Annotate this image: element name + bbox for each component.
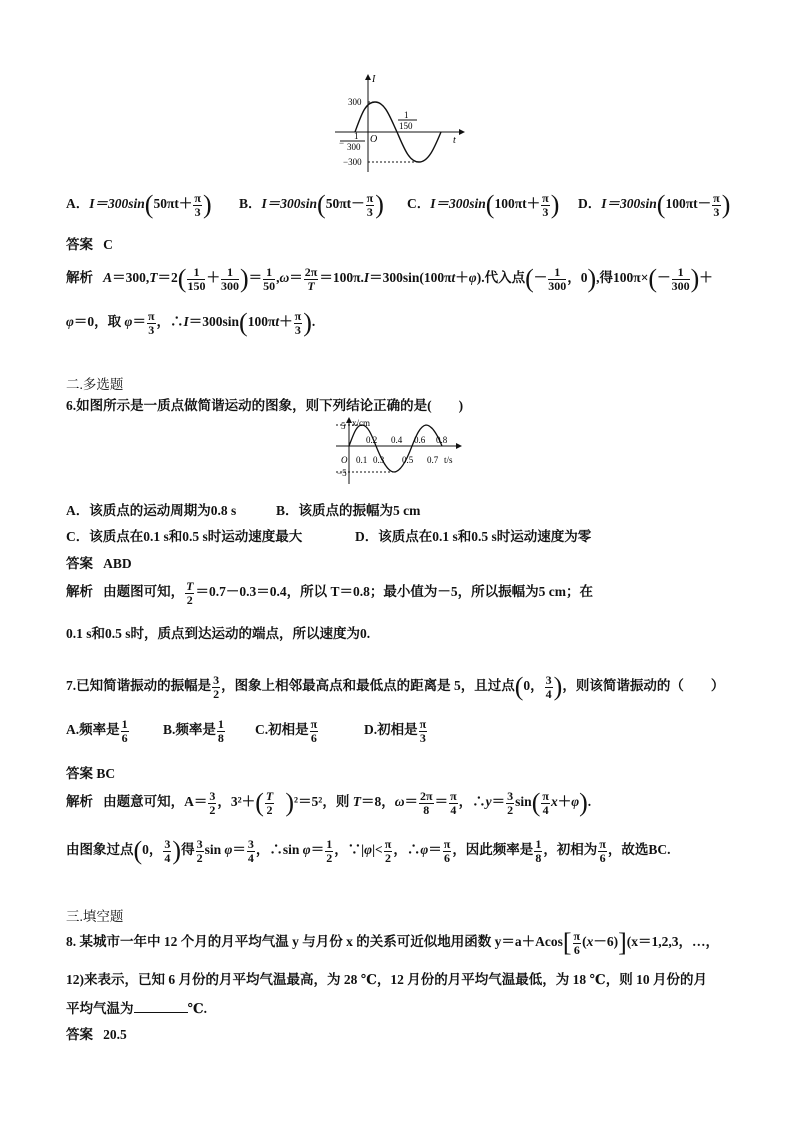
- option-body: 100πt＋: [494, 196, 541, 212]
- analysis-label: 解析: [66, 794, 93, 810]
- origin-label: O: [370, 134, 378, 145]
- q6-option-c[interactable]: C．该质点在0.1 s和0.5 s时运动速度最大: [66, 529, 303, 544]
- option-body: 50πt＋: [153, 196, 193, 212]
- option-text: D.初相是: [364, 722, 418, 738]
- frac-num: π: [542, 191, 549, 205]
- analysis-text: ，3²＋: [217, 794, 256, 810]
- q8-line3: [66, 997, 207, 1017]
- stem-text: 7.已知简谐振动的振幅是: [66, 678, 212, 694]
- axis-label-x-cm: x/cm: [352, 418, 370, 428]
- q7-option-d[interactable]: D.初相是 $\frac{\pi}{3}$: [364, 717, 427, 745]
- axis-label-i: I: [372, 74, 376, 85]
- tick-label-neg5: −5: [337, 468, 347, 478]
- option-text: B.频率是: [163, 722, 216, 738]
- q8-answer: [66, 1023, 127, 1043]
- q8-text: 8. 某城市一年中 12 个月的月平均气温 y 与月份 x 的关系可近似地用函数 y＝a＋Acos: [66, 934, 563, 950]
- option-letter: A．: [66, 196, 90, 212]
- option-body: 50πt－: [325, 196, 365, 212]
- analysis-text: 由题意可知，A＝: [103, 794, 208, 810]
- q6-answer: [66, 552, 132, 572]
- option-text: C.初相是: [255, 722, 309, 738]
- q7-stem: 7.已知简谐振动的振幅是 $\frac{3}{2}$ ，图象上相邻最高点和最低点的距离是 5，且过点(0， $\frac{3}{4}$ )，则该简谐振动的（ ）: [66, 672, 725, 702]
- q8-text: 平均气温为: [66, 1001, 134, 1016]
- q6-analysis-line1: 解析 由题图可知， $\frac{T}{2}$ ＝0.7－0.3＝0.4，所以 T＝0.8；最小值为－5，所以振幅为5 cm；在: [66, 579, 593, 607]
- axis-label-t: t: [453, 135, 456, 146]
- analysis-label: 解析: [66, 584, 93, 600]
- q8-text: (x＝1,2,3，…，: [626, 934, 720, 950]
- option-pre: I＝300sin: [261, 196, 318, 212]
- frac-num: π: [194, 191, 201, 205]
- q7-answer: [66, 762, 115, 782]
- frac-den: 3: [366, 204, 373, 219]
- tick-0-3: 0.3: [373, 455, 385, 465]
- tick-1-150-den: 150: [399, 121, 413, 131]
- axis-label-t-s: t/s: [444, 455, 453, 465]
- tick-label-neg300: −300: [343, 157, 362, 167]
- tick-0-1: 0.1: [356, 455, 368, 465]
- q5-option-c[interactable]: C．I＝300sin(100πt＋ $\frac{\pi}{3}$ ): [407, 190, 560, 220]
- tick-0-7: 0.7: [427, 455, 439, 465]
- q8-text: ℃.: [187, 1001, 208, 1016]
- option-letter: D．: [578, 196, 602, 212]
- q5-analysis-line1: 解析 A＝300,T＝2( $\frac{1}{150}$ ＋ $\frac{1}{300}$ )＝ $\frac{1}{50}$ ,ω＝ $\frac{2\pi}{T}$ ＝100π.I＝300sin(100πt＋φ).代入点(－ $\frac{1}{300}$ ，0),得100π×(－ $\frac{1}{300}$ )＋: [66, 264, 713, 294]
- q7-option-b[interactable]: B.频率是 $\frac{1}{8}$: [163, 717, 224, 745]
- frac-num: π: [713, 191, 720, 205]
- frac-den: 3: [713, 204, 720, 219]
- option-letter: B．: [239, 196, 262, 212]
- tick-0-8: 0.8: [436, 435, 448, 445]
- answer-value: 20.5: [103, 1027, 127, 1042]
- tick-0-6: 0.6: [414, 435, 426, 445]
- section-heading-multi-choice: 二.多选题: [66, 377, 124, 392]
- q7-analysis-line2: 由图象过点(0， $\frac{3}{4}$ )得 $\frac{3}{2}$ sin φ＝ $\frac{3}{4}$ ，∴sin φ＝ $\frac{1}{2}$ ，∵|φ|< $\frac{\pi}{2}$ ，∴φ＝ $\frac{\pi}{6}$ ，因此频率是 $\frac{1}{8}$ ，初相为 $\frac{\pi}{6}$ ，故选BC.: [66, 836, 671, 866]
- option-pre: I＝300sin: [601, 196, 657, 212]
- option-text: A.频率是: [66, 722, 120, 738]
- tick-1-300-minus: −: [339, 138, 345, 148]
- sine-current-graph: [335, 72, 465, 174]
- option-body: 100πt－: [665, 196, 712, 212]
- tick-label-5: 5: [341, 421, 346, 431]
- analysis-text: 由图象过点: [66, 842, 134, 858]
- q8-line1: 8. 某城市一年中 12 个月的月平均气温 y 与月份 x 的关系可近似地用函数 y＝a＋Acos[ $\frac{\pi}{6}$ (x－6)](x＝1,2,3，…，: [66, 928, 720, 958]
- q7-option-c[interactable]: C.初相是 $\frac{\pi}{6}$: [255, 717, 318, 745]
- tick-0-5: 0.5: [402, 455, 414, 465]
- section-heading-fill-blank: 三.填空题: [66, 909, 124, 924]
- option-pre: I＝300sin: [430, 196, 486, 212]
- frac-den: 3: [542, 204, 549, 219]
- analysis-text: 由题图可知，: [103, 584, 185, 600]
- tick-1-300-num: 1: [354, 131, 359, 141]
- q6-analysis-line2: 0.1 s和0.5 s时，质点到达运动的端点，所以速度为0.: [66, 626, 371, 641]
- answer-value: ABD: [103, 556, 132, 571]
- q7-analysis-line1: 解析 由题意可知，A＝ $\frac{3}{2}$ ，3²＋( $\frac{T}{2}$ )²＝5²，则 T＝8，ω＝ $\frac{2\pi}{8}$ ＝ $\frac{\pi}{4}$ ，∴y＝ $\frac{3}{2}$ sin( $\frac{\pi}{4}$ x＋φ).: [66, 788, 592, 818]
- q7-option-a[interactable]: A.频率是 $\frac{1}{6}$: [66, 717, 128, 745]
- analysis-label: 解析: [66, 270, 93, 286]
- answer-blank[interactable]: [134, 1012, 188, 1013]
- q5-analysis-line2: φ＝0，取 φ＝ $\frac{\pi}{3}$ ，∴I＝300sin(100πt＋ $\frac{\pi}{3}$ ).: [66, 308, 316, 338]
- frac-den: 3: [194, 204, 201, 219]
- q5-answer: [66, 233, 113, 253]
- answer-label: 答案: [66, 1027, 93, 1042]
- q6-option-a[interactable]: A．该质点的运动周期为0.8 s: [66, 503, 237, 518]
- analysis-text: 故选BC.: [621, 842, 671, 858]
- option-pre: I＝300sin: [89, 196, 145, 212]
- stem-text: ，图象上相邻最高点和最低点的距离是 5，且过点: [221, 678, 515, 694]
- frac-num: π: [366, 191, 374, 205]
- tick-0-4: 0.4: [391, 435, 403, 445]
- option-letter: C．: [407, 196, 431, 212]
- answer-label: 答案: [66, 556, 93, 571]
- tick-1-300-den: 300: [347, 142, 361, 152]
- q6-stem: 6.如图所示是一质点做简谐运动的图象，则下列结论正确的是( ): [66, 398, 464, 413]
- q5-option-d[interactable]: D．I＝300sin(100πt－ $\frac{\pi}{3}$ ): [578, 190, 731, 220]
- analysis-text: ＝0.7－0.3＝0.4，所以 T＝0.8；最小值为－5，所以振幅为5 cm；在: [195, 584, 593, 600]
- answer-value: BC: [96, 766, 116, 781]
- answer-label: 答案: [66, 766, 93, 781]
- stem-text: ，则该简谐振动的（ ）: [562, 678, 725, 694]
- tick-label-300: 300: [348, 97, 362, 107]
- tick-1-150-num: 1: [404, 110, 409, 120]
- q6-option-b[interactable]: B．该质点的振幅为5 cm: [276, 503, 421, 518]
- q5-option-a[interactable]: A．I＝300sin(50πt＋ $\frac{\pi}{3}$ ): [66, 190, 212, 220]
- origin-label: O: [341, 455, 348, 465]
- q5-option-b[interactable]: B．I＝300sin(50πt－ $\frac{\pi}{3}$ ): [239, 190, 384, 220]
- tick-0-2: 0.2: [366, 435, 378, 445]
- answer-value: C: [103, 237, 113, 252]
- harmonic-motion-graph: [336, 416, 464, 488]
- q6-option-d[interactable]: D．该质点在0.1 s和0.5 s时运动速度为零: [355, 529, 592, 544]
- q8-line2: 12)来表示，已知 6 月份的月平均气温最高，为 28 ℃，12 月份的月平均气温最低，为 18 ℃，则 10 月份的月: [66, 972, 707, 987]
- answer-label: 答案: [66, 237, 93, 252]
